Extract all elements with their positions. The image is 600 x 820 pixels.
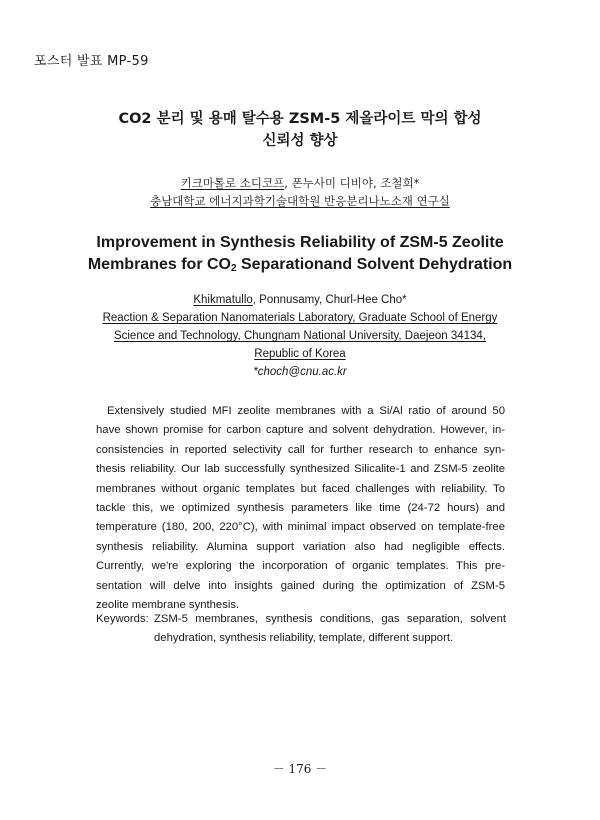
poster-tag: 포스터 발표 MP-59 bbox=[34, 54, 149, 69]
korean-authors bbox=[0, 175, 600, 192]
keywords-row bbox=[96, 610, 506, 648]
abstract-line: Extensively studied MFI zeolite membranes with a Si/Al ratio of around 50 bbox=[107, 405, 505, 417]
korean-author-1: 키크마톨로 소디코프 bbox=[180, 176, 285, 190]
english-affiliation-line-3: Republic of Korea bbox=[254, 348, 346, 360]
english-author-1: Khikmatullo bbox=[193, 294, 253, 306]
abstract-line: tackle this, we optimized synthesis parameters like time (24-72 hours) and bbox=[96, 502, 505, 515]
english-authors bbox=[0, 291, 600, 309]
english-authors-rest: , Ponnusamy, Churl-Hee Cho* bbox=[252, 294, 407, 306]
abstract-line: synthesis reliability. Alumina support variation also had negligible effects. bbox=[96, 540, 505, 553]
abstract-line: have shown promise for carbon capture and solvent dehydration. However, in- bbox=[96, 424, 505, 437]
abstract-line: consistencies in reported selectivity call for further research to enhance syn- bbox=[96, 443, 505, 456]
abstract bbox=[96, 402, 505, 615]
keywords-line: dehydration, synthesis reliability, template, different support. bbox=[154, 632, 454, 644]
korean-affiliation: 충남대학교 에너지과학기술대학원 반응분리나노소재 연구실 bbox=[150, 194, 450, 208]
keywords-block bbox=[96, 610, 506, 648]
page-number: － 176 － bbox=[272, 762, 328, 776]
abstract-line: Currently, we're exploring the incorporation of organic templates. This pre- bbox=[96, 560, 505, 573]
abstract-line: thesis reliability. Our lab successfully synthesized Silicalite-1 and ZSM-5 zeolite bbox=[96, 463, 505, 476]
english-email: *choch@cnu.ac.kr bbox=[253, 366, 347, 378]
author-separator: , bbox=[284, 176, 292, 190]
korean-author-3: 조철희* bbox=[380, 176, 420, 190]
keywords-text bbox=[154, 610, 506, 648]
abstract-line: zeolite membrane synthesis. bbox=[96, 599, 240, 612]
author-separator: , bbox=[372, 176, 381, 190]
english-title-line-1: Improvement in Synthesis Reliability of ZSM-5 Zeolite bbox=[96, 234, 504, 251]
abstract-line: sentation will delve into insights gained during the optimization of ZSM-5 bbox=[96, 579, 505, 592]
english-affiliation-line-1: Reaction & Separation Nanomaterials Laboratory, Graduate School of Energy bbox=[102, 312, 498, 324]
keywords-label: Keywords: bbox=[96, 613, 149, 625]
korean-title-line-1: CO2 분리 및 용매 탈수용 ZSM-5 제올라이트 막의 합성 bbox=[118, 111, 482, 127]
english-title-line-2 bbox=[0, 253, 600, 281]
korean-author-2: 폰누사미 디비야 bbox=[291, 176, 373, 190]
abstract-line: temperature (180, 200, 220°C), with minimal impact observed on template-free bbox=[96, 521, 505, 534]
keywords-line: ZSM-5 membranes, synthesis conditions, gas separation, solvent bbox=[154, 613, 506, 625]
english-title-post: Separationand Solvent Dehydration bbox=[236, 256, 513, 273]
english-affiliation-line-2: Science and Technology, Chungnam National University, Daejeon 34134, bbox=[113, 330, 487, 342]
english-title-subscript: 2 bbox=[230, 263, 237, 274]
english-title-pre: Membranes for CO bbox=[87, 256, 231, 273]
korean-title-line-2: 신뢰성 향상 bbox=[262, 133, 338, 149]
abstract-line: membranes without organic templates but faced challenges with reliability. To bbox=[96, 482, 505, 495]
